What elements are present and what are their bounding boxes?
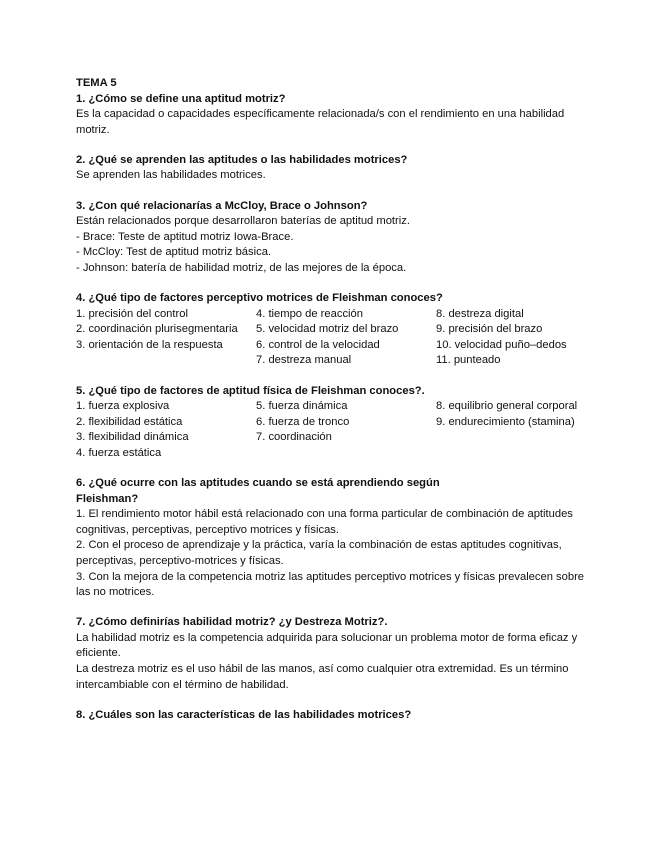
question-8: 8. ¿Cuáles son las características de las habilidades motrices? bbox=[76, 708, 412, 721]
question-6: 6. ¿Qué ocurre con las aptitudes cuando se está aprendiendo según Fleishman? bbox=[76, 476, 440, 505]
answer-5-column-2 bbox=[256, 399, 436, 461]
list-item: 11. punteado bbox=[436, 354, 501, 367]
list-item: 10. velocidad puño–dedos bbox=[436, 338, 567, 351]
question-4: 4. ¿Qué tipo de factores perceptivo motrices de Fleishman conoces? bbox=[76, 292, 443, 305]
list-item: 9. precisión del brazo bbox=[436, 323, 543, 336]
list-item: 7. coordinación bbox=[256, 431, 332, 444]
question-1: 1. ¿Cómo se define una aptitud motriz? bbox=[76, 92, 286, 105]
answer-3-line: - Johnson: batería de habilidad motriz, de las mejores de la época. bbox=[76, 261, 407, 274]
answer-6-line: 3. Con la mejora de la competencia motriz las aptitudes perceptivo motrices y físicas prevalecen sobre las no motrices. bbox=[76, 570, 585, 599]
document-page bbox=[76, 76, 586, 723]
answer-4-column-1 bbox=[76, 307, 256, 369]
question-5: 5. ¿Qué tipo de factores de aptitud física de Fleishman conoces?. bbox=[76, 384, 425, 397]
list-item: 9. endurecimiento (stamina) bbox=[436, 415, 575, 428]
answer-4-column-2 bbox=[256, 307, 436, 369]
list-item: 7. destreza manual bbox=[256, 354, 352, 367]
question-2: 2. ¿Qué se aprenden las aptitudes o las habilidades motrices? bbox=[76, 153, 408, 166]
list-item: 8. destreza digital bbox=[436, 307, 524, 320]
answer-7-line: La habilidad motriz es la competencia adquirida para solucionar un problema motor de forma eficaz y eficiente. bbox=[76, 631, 578, 660]
answer-6-line: 1. El rendimiento motor hábil está relacionado con una forma particular de combinación de aptitudes cognitivas, perceptivas, perceptivo motrices y físicas. bbox=[76, 508, 573, 536]
list-item: 5. velocidad motriz del brazo bbox=[256, 323, 399, 336]
answer-1: Es la capacidad o capacidades específicamente relacionada/s con el rendimiento en una habilidad motriz. bbox=[76, 108, 565, 136]
list-item: 5. fuerza dinámica bbox=[256, 400, 348, 413]
list-item: 1. precisión del control bbox=[76, 307, 188, 320]
list-item: 6. fuerza de tronco bbox=[256, 415, 350, 428]
answer-6-line: 2. Con el proceso de aprendizaje y la práctica, varía la combinación de estas aptitudes cognitivas, perceptivas, perceptivo-motrices y físicas. bbox=[76, 539, 562, 567]
question-7: 7. ¿Cómo definirías habilidad motriz? ¿y Destreza Motriz?. bbox=[76, 616, 388, 629]
list-item: 4. tiempo de reacción bbox=[256, 307, 363, 320]
answer-3-line: - McCloy: Test de aptitud motriz básica. bbox=[76, 246, 272, 259]
answer-3-line: - Brace: Teste de aptitud motriz Iowa-Brace. bbox=[76, 230, 294, 243]
answer-5-columns bbox=[76, 399, 586, 461]
list-item: 2. flexibilidad estática bbox=[76, 415, 183, 428]
answer-4-column-3 bbox=[436, 307, 586, 369]
answer-7-line: La destreza motriz es el uso hábil de las manos, así como cualquier otra extremidad. Es un término intercambiable con el término de habilidad. bbox=[76, 663, 569, 691]
list-item: 1. fuerza explosiva bbox=[76, 400, 170, 413]
question-3: 3. ¿Con qué relacionarías a McCloy, Brace o Johnson? bbox=[76, 199, 368, 212]
answer-5-column-3 bbox=[436, 399, 586, 461]
page-title: TEMA 5 bbox=[76, 77, 117, 89]
answer-3-line: Están relacionados porque desarrollaron baterías de aptitud motriz. bbox=[76, 215, 410, 228]
answer-5-column-1 bbox=[76, 399, 256, 461]
list-item: 8. equilibrio general corporal bbox=[436, 400, 578, 413]
list-item: 4. fuerza estática bbox=[76, 446, 162, 459]
answer-2: Se aprenden las habilidades motrices. bbox=[76, 169, 266, 182]
list-item: 3. flexibilidad dinámica bbox=[76, 431, 189, 444]
list-item: 3. orientación de la respuesta bbox=[76, 338, 223, 351]
list-item: 6. control de la velocidad bbox=[256, 338, 380, 351]
answer-4-columns bbox=[76, 307, 586, 369]
list-item: 2. coordinación plurisegmentaria bbox=[76, 323, 238, 336]
